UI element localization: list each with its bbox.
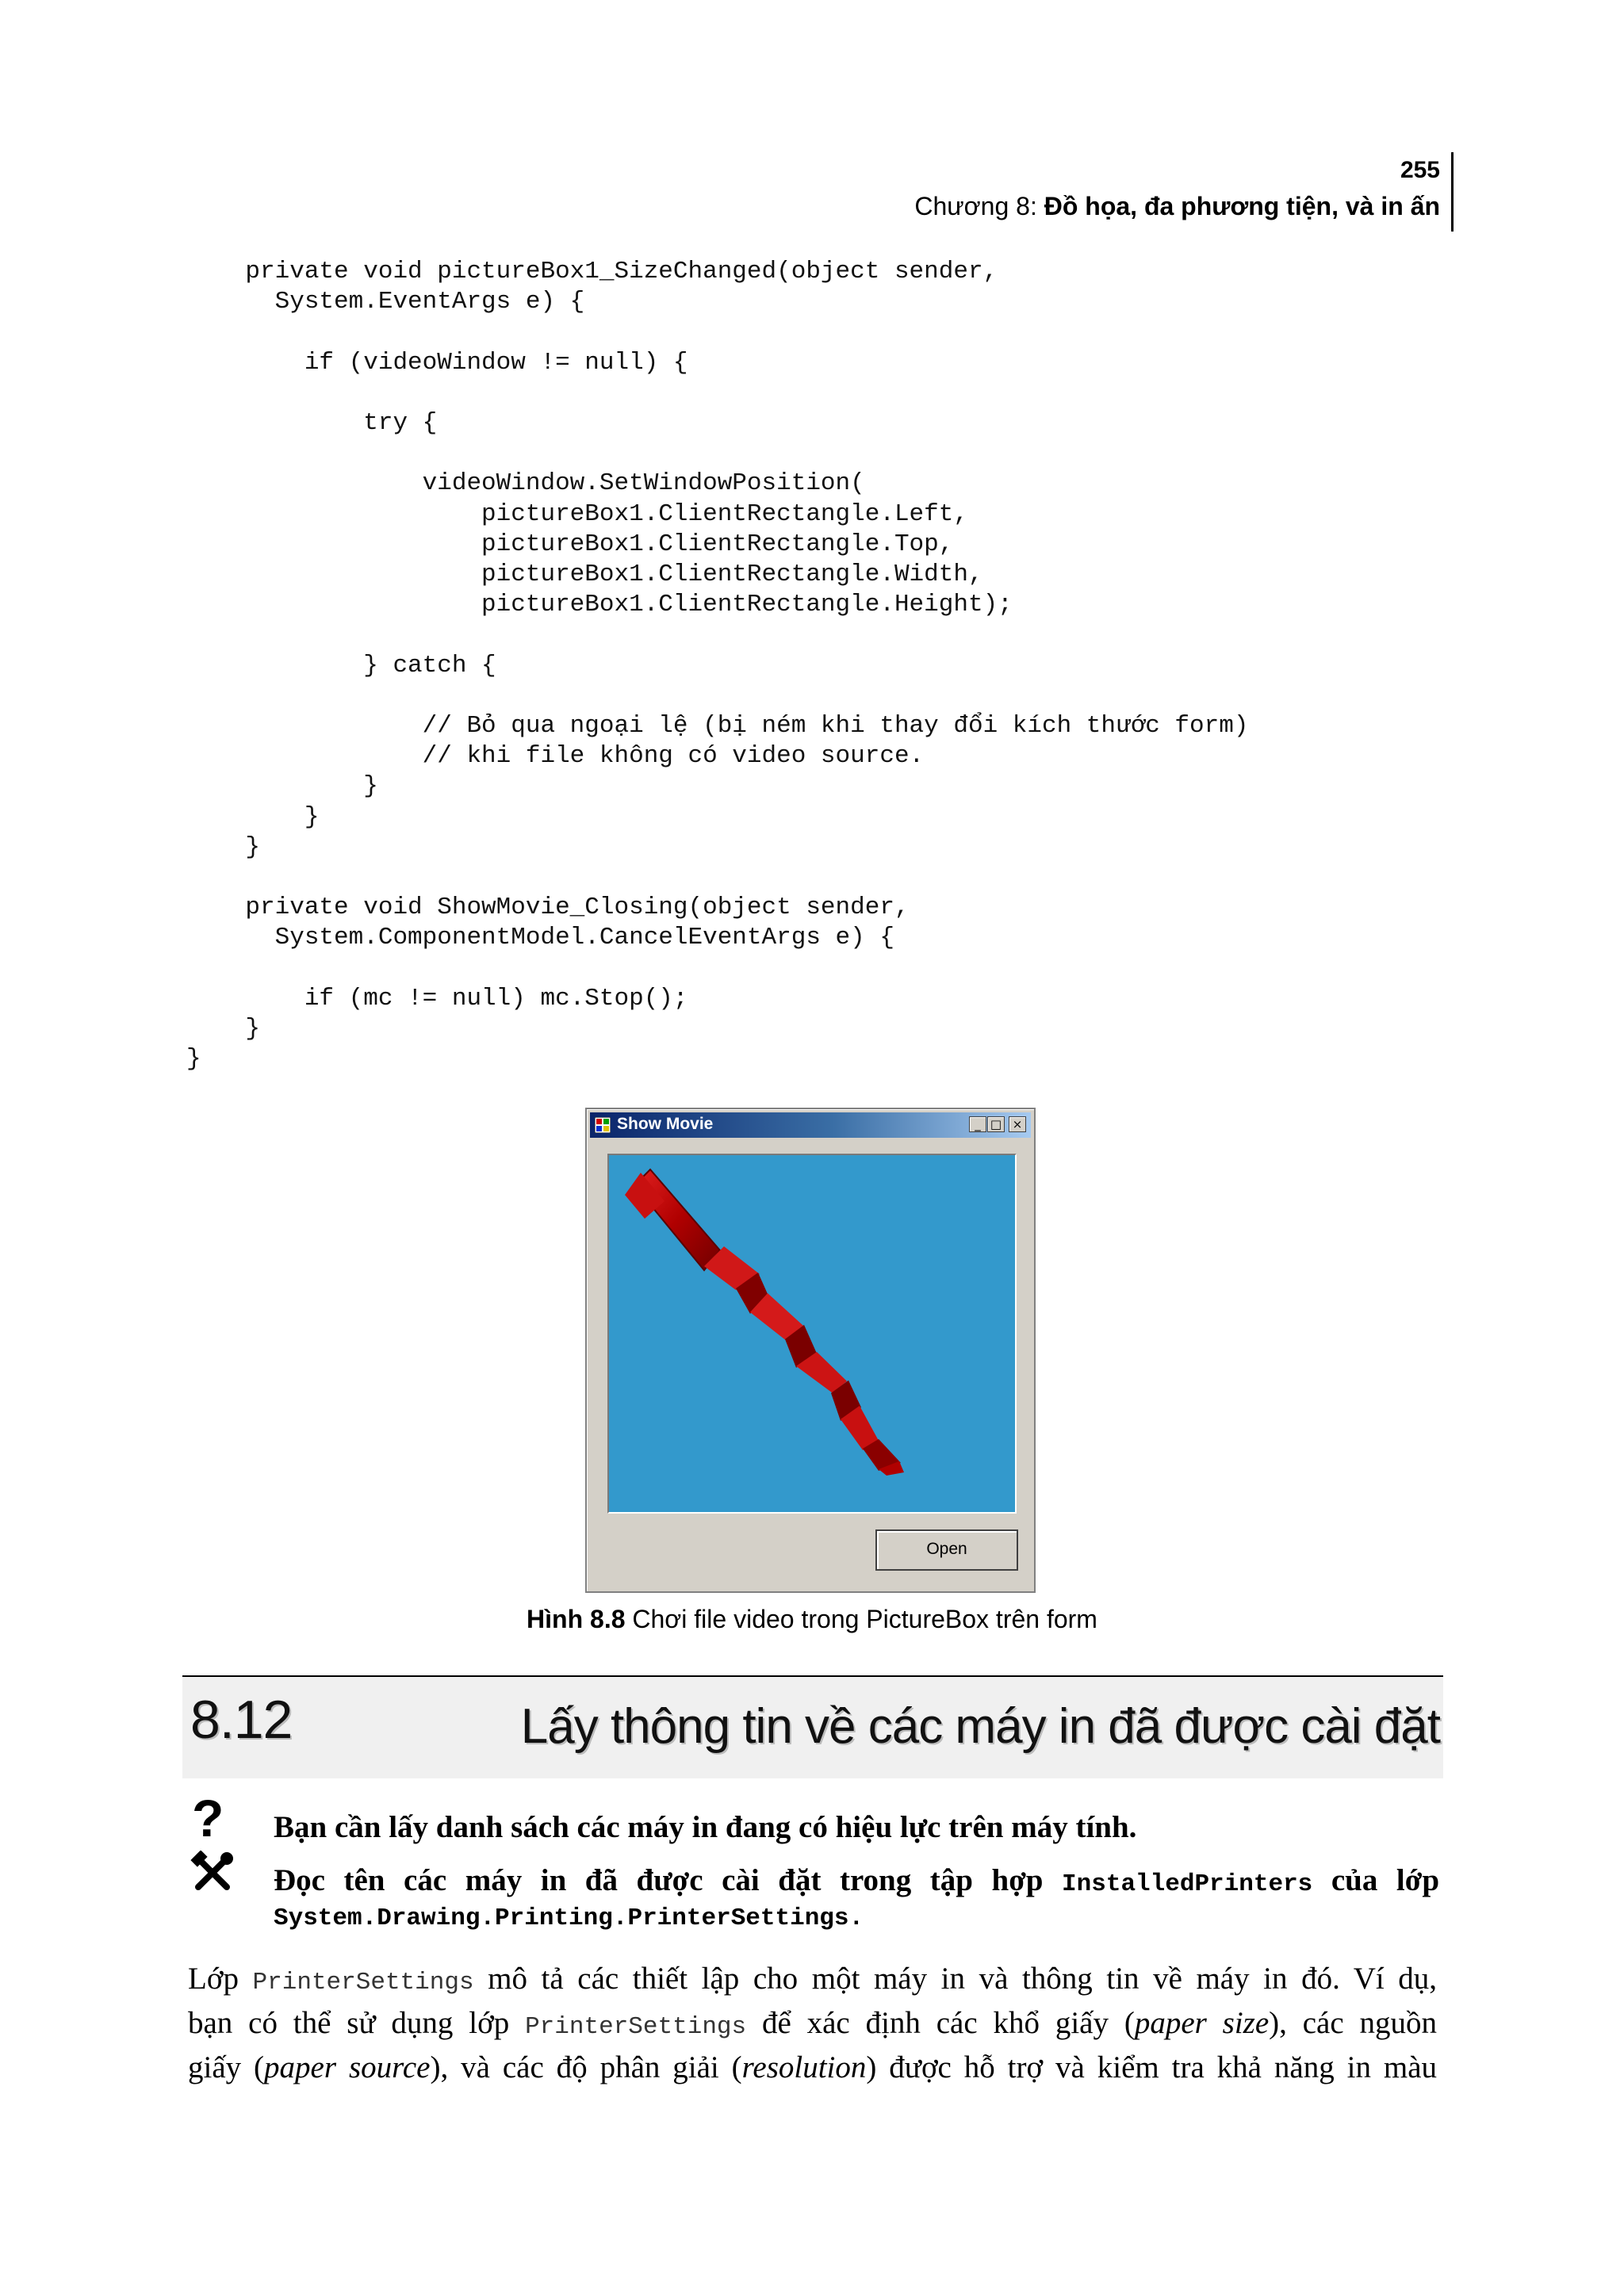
tools-icon bbox=[190, 1851, 235, 1895]
maximize-button[interactable]: □ bbox=[987, 1116, 1005, 1132]
solution-suffix: của lớp bbox=[1331, 1863, 1440, 1897]
window-title: Show Movie bbox=[617, 1115, 714, 1133]
inline-code: PrinterSettings bbox=[525, 2013, 747, 2041]
header-rule bbox=[1451, 152, 1454, 232]
body-line-2 bbox=[188, 2003, 1437, 2047]
solution-prefix: Đọc tên các máy in đã được cài đặt trong tập hợp bbox=[274, 1863, 1044, 1897]
ribbon-video-frame bbox=[609, 1155, 1015, 1512]
app-icon bbox=[595, 1117, 611, 1133]
section-title: Lấy thông tin về các máy in đã được cài đặt bbox=[520, 1699, 1440, 1754]
problem-text: Bạn cần lấy danh sách các máy in đang có hiệu lực trên máy tính. bbox=[274, 1810, 1137, 1844]
italic-term: paper size bbox=[1134, 2006, 1270, 2040]
caption-label: Hình 8.8 bbox=[527, 1605, 626, 1633]
italic-term: paper source bbox=[264, 2050, 431, 2084]
page-number: 255 bbox=[1400, 157, 1440, 183]
body-text: mô tả các thiết lập cho một máy in và thông tin về máy in đó. Ví dụ, bbox=[488, 1962, 1438, 1996]
body-line-3 bbox=[188, 2047, 1437, 2088]
body-text: để xác định các khổ giấy ( bbox=[761, 2006, 1135, 2040]
video-picturebox bbox=[607, 1154, 1017, 1514]
chapter-title: Đồ họa, đa phương tiện, và in ấn bbox=[1044, 192, 1440, 220]
minimize-button[interactable]: _ bbox=[969, 1116, 986, 1132]
inline-code: PrinterSettings bbox=[252, 1969, 474, 1996]
figure-caption bbox=[0, 1605, 1624, 1634]
body-text: giấy ( bbox=[188, 2050, 265, 2084]
solution-code-installedprinters: InstalledPrinters bbox=[1062, 1870, 1313, 1898]
body-text: ), và các độ phân giải ( bbox=[430, 2050, 742, 2084]
section-number: 8.12 bbox=[190, 1690, 293, 1750]
open-button[interactable]: Open bbox=[875, 1529, 1018, 1571]
chapter-label: Chương 8: bbox=[914, 192, 1037, 220]
body-text: Lớp bbox=[188, 1962, 239, 1996]
body-text: ) được hỗ trợ và kiểm tra khả năng in màu bbox=[866, 2050, 1437, 2084]
italic-term: resolution bbox=[741, 2050, 867, 2084]
code-listing: private void pictureBox1_SizeChanged(object sender, System.EventArgs e) { if (videoWindow != null) { try { videoWindow.SetWindowPosition( pictureBox1.ClientRectangle.Left, pictureBox1.ClientRectangle.Top, pictureBox1.ClientRectangle.Width, pictureBox1.ClientRectangle.Height); } catch { // Bỏ qua ngoại lệ (bị ném khi thay đổi kích thước form) // khi file không có video source. } } } private void ShowMovie_Closing(object sender, System.ComponentModel.CancelEventArgs e) { if (mc != null) mc.Stop(); } } bbox=[186, 258, 1249, 1074]
solution-line-1 bbox=[274, 1859, 1439, 1906]
caption-text: Chơi file video trong PictureBox trên form bbox=[632, 1605, 1097, 1633]
body-text: bạn có thể sử dụng lớp bbox=[188, 2006, 510, 2040]
solution-code-printersettings: System.Drawing.Printing.PrinterSettings. bbox=[274, 1904, 864, 1932]
body-paragraph bbox=[188, 1958, 1437, 2088]
close-button[interactable]: × bbox=[1009, 1116, 1026, 1132]
window-titlebar[interactable] bbox=[590, 1112, 1031, 1138]
chapter-header bbox=[914, 192, 1440, 221]
body-line-1 bbox=[188, 1958, 1437, 2003]
body-text: ), các nguồn bbox=[1269, 2006, 1437, 2040]
question-icon: ? bbox=[192, 1789, 224, 1847]
show-movie-window bbox=[585, 1108, 1036, 1593]
